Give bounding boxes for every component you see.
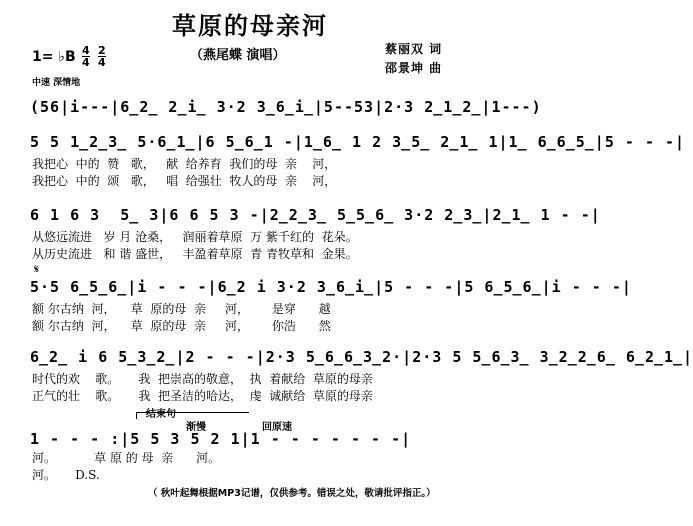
ritardando-label: 渐慢 <box>186 422 206 433</box>
song-title: 草原的母亲河 <box>172 11 328 40</box>
lyrics-row-3-verse-2: 从历史流进 和 谐 盛世， 丰盈着草原 青 青牧草和 金果。 <box>32 247 358 261</box>
notation-row-6: 1 - - - :|5 5 3 5 2 1|1 - - - - - - -| <box>30 430 412 448</box>
lyrics-row-5-verse-2: 正气的壮 歌。 我 把圣洁的哈达， 虔 诚献给 草原的母亲 <box>32 389 373 403</box>
lyrics-row-2-verse-2: 我把心 中的 颂 歌， 唱 给强壮 牧人的母 亲 河， <box>32 174 337 188</box>
key-signature: 1= ♭B <box>32 49 76 65</box>
notation-row-2: 5 5 1̲2̲3̲ 5·6̲1̲|6 5̲6̲1 -|1̲6̲ 1 2 3̲5̲ 2̲1̲ 1|1̲ 6̲6̲5̲|5 - - -| <box>30 133 686 151</box>
time-signature-4-4: $\frac{4}{4}$ <box>82 44 90 69</box>
lyrics-row-5-verse-1: 时代的欢 歌。 我 把崇高的敬意， 执 着献给 草原的母亲 <box>32 372 373 386</box>
time-signature-2-4: $\frac{2}{4}$ <box>98 44 106 69</box>
ending-label: 结束句 <box>146 409 176 420</box>
lyrics-row-2-verse-1: 我把心 中的 赞 歌， 献 给养育 我们的母 亲 河， <box>32 157 337 171</box>
notation-row-4: 5·5 6̲5̲6̲|i - - -|6̲2 i 3·2 3̲6̲i̲|5 - - -|5 6̲5̲6̲|i - - -| <box>30 278 632 296</box>
notation-row-5: 6̲2̲ i 6 5̲3̲2̲|2 - - -|2·3 5̲6̲6̲3̲2·|2·3 5 5̲6̲3̲ 3̲2̲2̲6̲ 6̲2̲1̲| <box>30 348 693 366</box>
lyrics-row-4-verse-1: 额 尔古纳 河， 草 原的母 亲 河， 是穿 越 <box>32 302 331 316</box>
tempo-marking: 中速 深情地 <box>32 78 81 88</box>
lyrics-row-4-verse-2: 额 尔古纳 河， 草 原的母 亲 河， 你浩 然 <box>32 319 331 333</box>
a-tempo-label: 回原速 <box>262 422 292 433</box>
lyrics-row-3-verse-1: 从悠远流进 岁 月 沧桑， 润丽着草原 万 紫千红的 花朵。 <box>32 230 358 244</box>
notation-row-3: 6 1 6 3 5̲ 3|6 6 5 3 -|2̲2̲3̲ 5̲5̲6̲ 3·2 2̲3̲|2̲1̲ 1 - -| <box>30 206 601 224</box>
notation-row-1: (56|i---|6̲2̲ 2̲i̲ 3·2 3̲6̲i̲|5--53|2·3 2̲1̲2̲|1---) <box>30 98 542 116</box>
singer-credit: （燕尾蝶 演唱） <box>190 48 286 63</box>
lyrics-row-6-verse-2: 河。 D.S. <box>32 468 100 482</box>
transcription-footnote: （ 秋叶起舞根据MP3记谱，仅供参考。错误之处，敬请批评指正。） <box>148 488 436 499</box>
lyrics-row-6-verse-1: 河。 草 原 的 母 亲 河。 <box>32 451 221 465</box>
composer-credit: 邵景坤 曲 <box>385 61 443 75</box>
lyricist-credit: 蔡丽双 词 <box>385 42 443 56</box>
segno-sign: 𝄋 <box>34 262 40 276</box>
